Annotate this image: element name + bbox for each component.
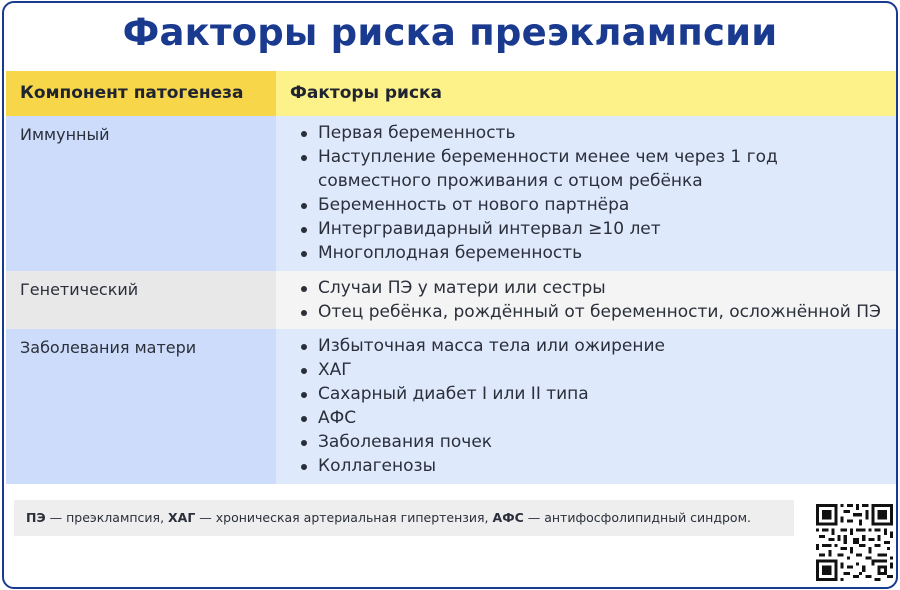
list-item: Отец ребёнка, рождённый от беременности, осложнённой ПЭ [290,300,882,324]
factors-cell [276,271,896,329]
list-item: Коллагенозы [290,454,882,478]
header-cell-component [6,71,276,116]
abbr-hag-definition: — хроническая артериальная гипертензия, [195,510,493,525]
risk-factors-table [6,71,896,484]
qr-code-icon[interactable] [816,504,893,581]
header-label-factors: Факторы риска [290,83,443,103]
category-label: Генетический [20,280,139,299]
header-cell-factors [276,71,896,116]
category-cell [6,329,276,484]
list-item: Избыточная масса тела или ожирение [290,334,882,358]
list-item: Многоплодная беременность [290,241,882,265]
list-item: Сахарный диабет I или II типа [290,382,882,406]
table-row [6,271,896,329]
table-row [6,329,896,484]
list-item: Беременность от нового партнёра [290,193,882,217]
table-header [6,71,896,116]
factors-cell [276,116,896,271]
category-label: Заболевания матери [20,338,197,357]
abbr-pe: ПЭ [26,510,46,525]
abbr-pe-definition: — преэклампсия, [45,510,169,525]
category-cell [6,271,276,329]
list-item: Заболевания почек [290,430,882,454]
abbreviations-footnote [14,500,794,536]
header-label-component: Компонент патогенеза [20,83,244,103]
factor-list [290,329,882,484]
list-item: Случаи ПЭ у матери или сестры [290,276,882,300]
table-row [6,116,896,271]
factor-list [290,271,882,330]
abbr-afs-definition: — антифосфолипидный синдром. [523,510,751,525]
factor-list [290,116,882,271]
list-item: АФС [290,406,882,430]
category-label: Иммунный [20,125,110,144]
list-item: Интергравидарный интервал ≥10 лет [290,217,882,241]
card-frame [2,1,898,589]
list-item: Первая беременность [290,121,882,145]
abbr-hag: ХАГ [168,510,196,525]
list-item: Наступление беременности менее чем через 1 год совместного проживания с отцом ребёнка [290,145,882,193]
abbr-afs: АФС [492,510,524,525]
category-cell [6,116,276,271]
factors-cell [276,329,896,484]
page-title: Факторы риска преэклампсии [122,11,778,54]
list-item: ХАГ [290,358,882,382]
